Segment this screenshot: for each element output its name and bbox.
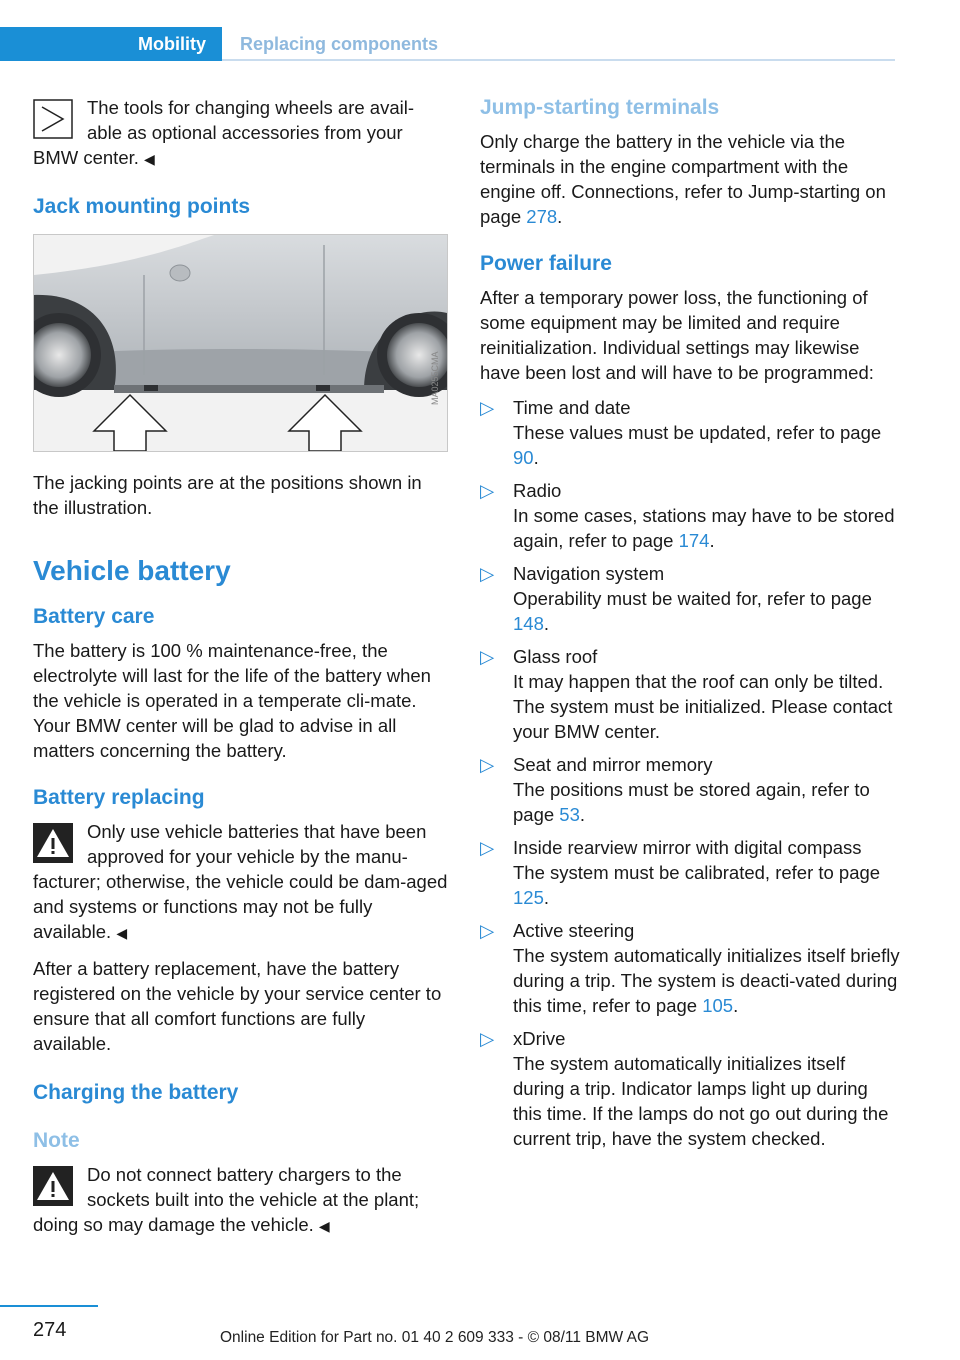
- page-link-jump[interactable]: 278: [526, 206, 558, 227]
- replacing-text: After a battery replacement, have the battery registered on the vehicle by your service center to ensure that all comfort functions are fully available.: [33, 958, 442, 1054]
- jack-heading: Jack mounting points: [33, 195, 251, 218]
- tools-note-line3: BMW center.: [33, 147, 139, 168]
- page-link[interactable]: 174: [678, 530, 710, 551]
- list-item: ▷ Time and date These values must be updated, refer to page 90.: [480, 395, 900, 470]
- item-text: These values must be updated, refer to page: [513, 422, 882, 443]
- battery-replacing-heading: Battery replacing: [33, 786, 205, 809]
- replacing-warning-line1: Only use vehicle batteries that have been: [87, 821, 427, 842]
- item-text: The system automatically initializes itself during a trip. Indicator lamps light up during this time. If the lamps do not go out during the current trip, have the system checked.: [513, 1053, 889, 1149]
- item-text: In some cases, stations may have to be stored again, refer to page: [513, 505, 895, 551]
- item-title: xDrive: [513, 1028, 566, 1049]
- power-failure-text: After a temporary power loss, the functioning of some equipment may be limited and require reinitialization. Individual settings may likewise have been lost and will have to be programmed:: [480, 287, 874, 383]
- item-title: Inside rearview mirror with digital compass: [513, 837, 862, 858]
- jack-points-illustration: [33, 234, 448, 452]
- list-marker-icon: ▷: [480, 480, 495, 501]
- item-title: Radio: [513, 480, 562, 501]
- list-item: ▷ Radio In some cases, stations may have to be stored again, refer to page 174.: [480, 478, 900, 553]
- tools-note: [33, 95, 448, 172]
- item-text: The system must be calibrated, refer to page: [513, 862, 881, 883]
- footer-divider: [0, 1305, 98, 1307]
- list-item: [480, 644, 900, 744]
- charging-warning-line2: sockets built into the vehicle at the plant;: [87, 1189, 420, 1210]
- list-item: ▷ Inside rearview mirror with digital compass The system must be calibrated, refer to page 125.: [480, 835, 900, 910]
- jump-heading: Jump-starting terminals: [480, 96, 720, 119]
- end-mark-icon: ◀: [318, 1218, 330, 1234]
- list-marker-icon: ▷: [480, 754, 495, 775]
- jump-text: Only charge the battery in the vehicle via the terminals in the engine compartment with the engine off. Connections, refer to Jump-starting on page: [480, 131, 886, 227]
- replacing-warning: [33, 819, 448, 946]
- jack-caption: The jacking points are at the positions shown in the illustration.: [33, 472, 422, 518]
- page-link[interactable]: 105: [702, 995, 734, 1016]
- header-divider: [222, 59, 895, 61]
- page-header: [0, 27, 895, 61]
- page-link[interactable]: 53: [559, 804, 580, 825]
- end-mark-icon: ◀: [144, 151, 155, 167]
- replacing-warning-rest: facturer; otherwise, the vehicle could be dam-aged and systems or functions may not be fully available.: [33, 871, 448, 942]
- charging-warning-line1: Do not connect battery chargers to the: [87, 1164, 402, 1185]
- list-marker-icon: ▷: [480, 563, 495, 584]
- list-marker-icon: ▷: [480, 837, 495, 858]
- tools-note-line2: able as optional accessories from your: [87, 122, 403, 143]
- warning-triangle-icon: [33, 823, 73, 863]
- list-item: ▷ Navigation system Operability must be waited for, refer to page 148.: [480, 561, 900, 636]
- left-column: [33, 95, 448, 1249]
- charging-warning-rest: doing so may damage the vehicle.: [33, 1214, 314, 1235]
- power-failure-heading: Power failure: [480, 252, 612, 275]
- page-number: 274: [33, 1319, 67, 1341]
- section-tab[interactable]: Replacing components: [240, 34, 439, 54]
- list-marker-icon: ▷: [480, 1028, 495, 1049]
- list-marker-icon: ▷: [480, 646, 495, 667]
- warning-triangle-icon: [33, 1166, 73, 1206]
- battery-care-heading: Battery care: [33, 605, 155, 628]
- end-mark-icon: ◀: [116, 925, 128, 941]
- replacing-warning-line2: approved for your vehicle by the manu-: [87, 846, 408, 867]
- item-text: The positions must be stored again, refer to page: [513, 779, 870, 825]
- list-marker-icon: ▷: [480, 920, 495, 941]
- right-column: [480, 95, 900, 1159]
- edition-text: Online Edition for Part no. 01 40 2 609 333 - © 08/11 BMW AG: [220, 1329, 650, 1346]
- item-title: Time and date: [513, 397, 631, 418]
- jump-text-paragraph: Only charge the battery in the vehicle via the terminals in the engine compartment with the engine off. Connections, refer to Jump-starting on page 278.: [480, 131, 886, 227]
- page-link[interactable]: 90: [513, 447, 534, 468]
- list-item: ▷ Active steering The system automatically initializes itself briefly during a trip. The system is deacti-vated during this time, refer to page 105.: [480, 920, 900, 1016]
- page-link[interactable]: 148: [513, 613, 544, 634]
- item-text: The system automatically initializes itself briefly during a trip. The system is deacti-vated during this time, refer to page: [513, 945, 900, 1016]
- car-side-illustration: [34, 235, 447, 451]
- vehicle-battery-heading: Vehicle battery: [33, 555, 231, 586]
- list-marker-icon: ▷: [480, 397, 495, 418]
- item-title: Glass roof: [513, 646, 598, 667]
- item-title: Seat and mirror memory: [513, 754, 713, 775]
- note-heading: Note: [33, 1129, 80, 1152]
- item-title: Navigation system: [513, 563, 665, 584]
- charging-warning: [33, 1162, 448, 1239]
- item-text: Operability must be waited for, refer to page: [513, 588, 872, 609]
- note-arrow-icon: [33, 99, 73, 139]
- chapter-tab[interactable]: Mobility: [0, 27, 222, 61]
- reinitialization-list: [480, 395, 900, 1151]
- item-text: It may happen that the roof can only be tilted. The system must be initialized. Please contact your BMW center.: [513, 671, 893, 742]
- list-item: ▷ Seat and mirror memory The positions must be stored again, refer to page 53.: [480, 752, 900, 827]
- item-title: Active steering: [513, 920, 635, 941]
- list-item: [480, 1026, 900, 1151]
- tools-note-line1: The tools for changing wheels are avail-: [87, 97, 415, 118]
- figure-code: MA0255CMA: [430, 351, 440, 405]
- battery-care-text: The battery is 100 % maintenance-free, the electrolyte will last for the life of the battery when the vehicle is operated in a temperate cli-mate. Your BMW center will be glad to advise in all matters concerning the battery.: [33, 640, 431, 761]
- charging-heading: Charging the battery: [33, 1081, 239, 1104]
- page-link[interactable]: 125: [513, 887, 544, 908]
